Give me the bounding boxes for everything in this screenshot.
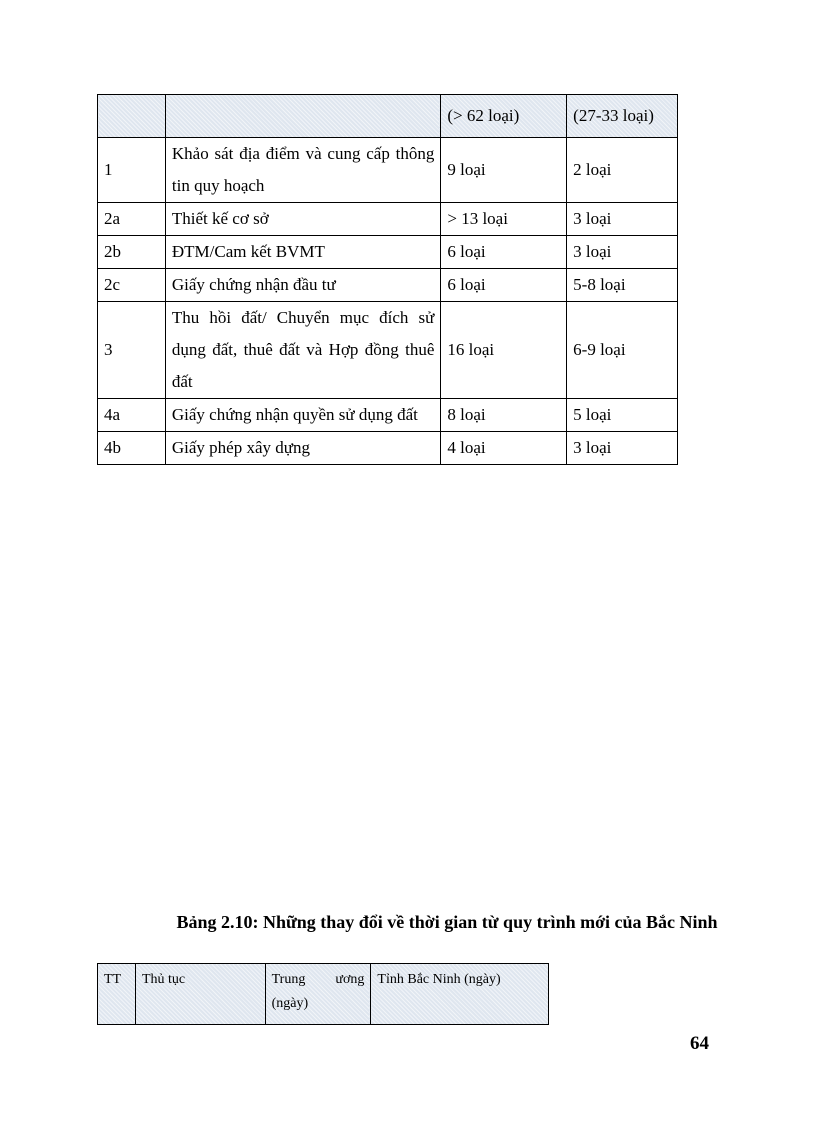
central-count: 8 loại (441, 399, 567, 432)
central-count: > 13 loại (441, 203, 567, 236)
table-row (98, 432, 678, 465)
row-number: 2a (98, 203, 166, 236)
header-cell-tt: TT (98, 964, 136, 1025)
province-count: 3 loại (567, 203, 678, 236)
province-count: 2 loại (567, 138, 678, 203)
table-row (98, 302, 678, 399)
procedure-name: ĐTM/Cam kết BVMT (165, 236, 440, 269)
province-count: 6-9 loại (567, 302, 678, 399)
table-caption: Bảng 2.10: Những thay đổi về thời gian từ quy trình mới của Bắc Ninh (176, 912, 718, 932)
province-count: 5-8 loại (567, 269, 678, 302)
table-row (98, 203, 678, 236)
procedure-name: Giấy chứng nhận đầu tư (165, 269, 440, 302)
province-count: 3 loại (567, 432, 678, 465)
header-cell (98, 95, 166, 138)
header-cell-province: Tỉnh Bắc Ninh (ngày) (371, 964, 549, 1025)
page-number: 64 (690, 1033, 709, 1054)
central-count: 9 loại (441, 138, 567, 203)
central-count: 16 loại (441, 302, 567, 399)
procedure-name: Giấy phép xây dựng (165, 432, 440, 465)
province-count: 5 loại (567, 399, 678, 432)
table-row (98, 399, 678, 432)
procedure-name: Thiết kế cơ sở (165, 203, 440, 236)
table-row (98, 236, 678, 269)
processing-time-table (97, 963, 549, 1025)
row-number: 4b (98, 432, 166, 465)
row-number: 4a (98, 399, 166, 432)
central-count: 6 loại (441, 269, 567, 302)
procedure-name: Khảo sát địa điểm và cung cấp thông tin quy hoạch (165, 138, 440, 203)
table-row (98, 138, 678, 203)
row-number: 1 (98, 138, 166, 203)
province-count: 3 loại (567, 236, 678, 269)
procedure-name: Giấy chứng nhận quyền sử dụng đất (165, 399, 440, 432)
row-number: 3 (98, 302, 166, 399)
row-number: 2b (98, 236, 166, 269)
row-number: 2c (98, 269, 166, 302)
procedure-name: Thu hồi đất/ Chuyển mục đích sử dụng đất, thuê đất và Hợp đồng thuê đất (165, 302, 440, 399)
header-cell (165, 95, 440, 138)
header-cell: (> 62 loại) (441, 95, 567, 138)
central-count: 4 loại (441, 432, 567, 465)
table-header-row (98, 95, 678, 138)
header-cell-central: Trung ương (ngày) (265, 964, 371, 1025)
table-header-row (98, 964, 549, 1025)
central-count: 6 loại (441, 236, 567, 269)
header-cell-procedure: Thủ tục (135, 964, 265, 1025)
header-cell: (27-33 loại) (567, 95, 678, 138)
procedure-documents-table (97, 94, 678, 465)
table-row (98, 269, 678, 302)
